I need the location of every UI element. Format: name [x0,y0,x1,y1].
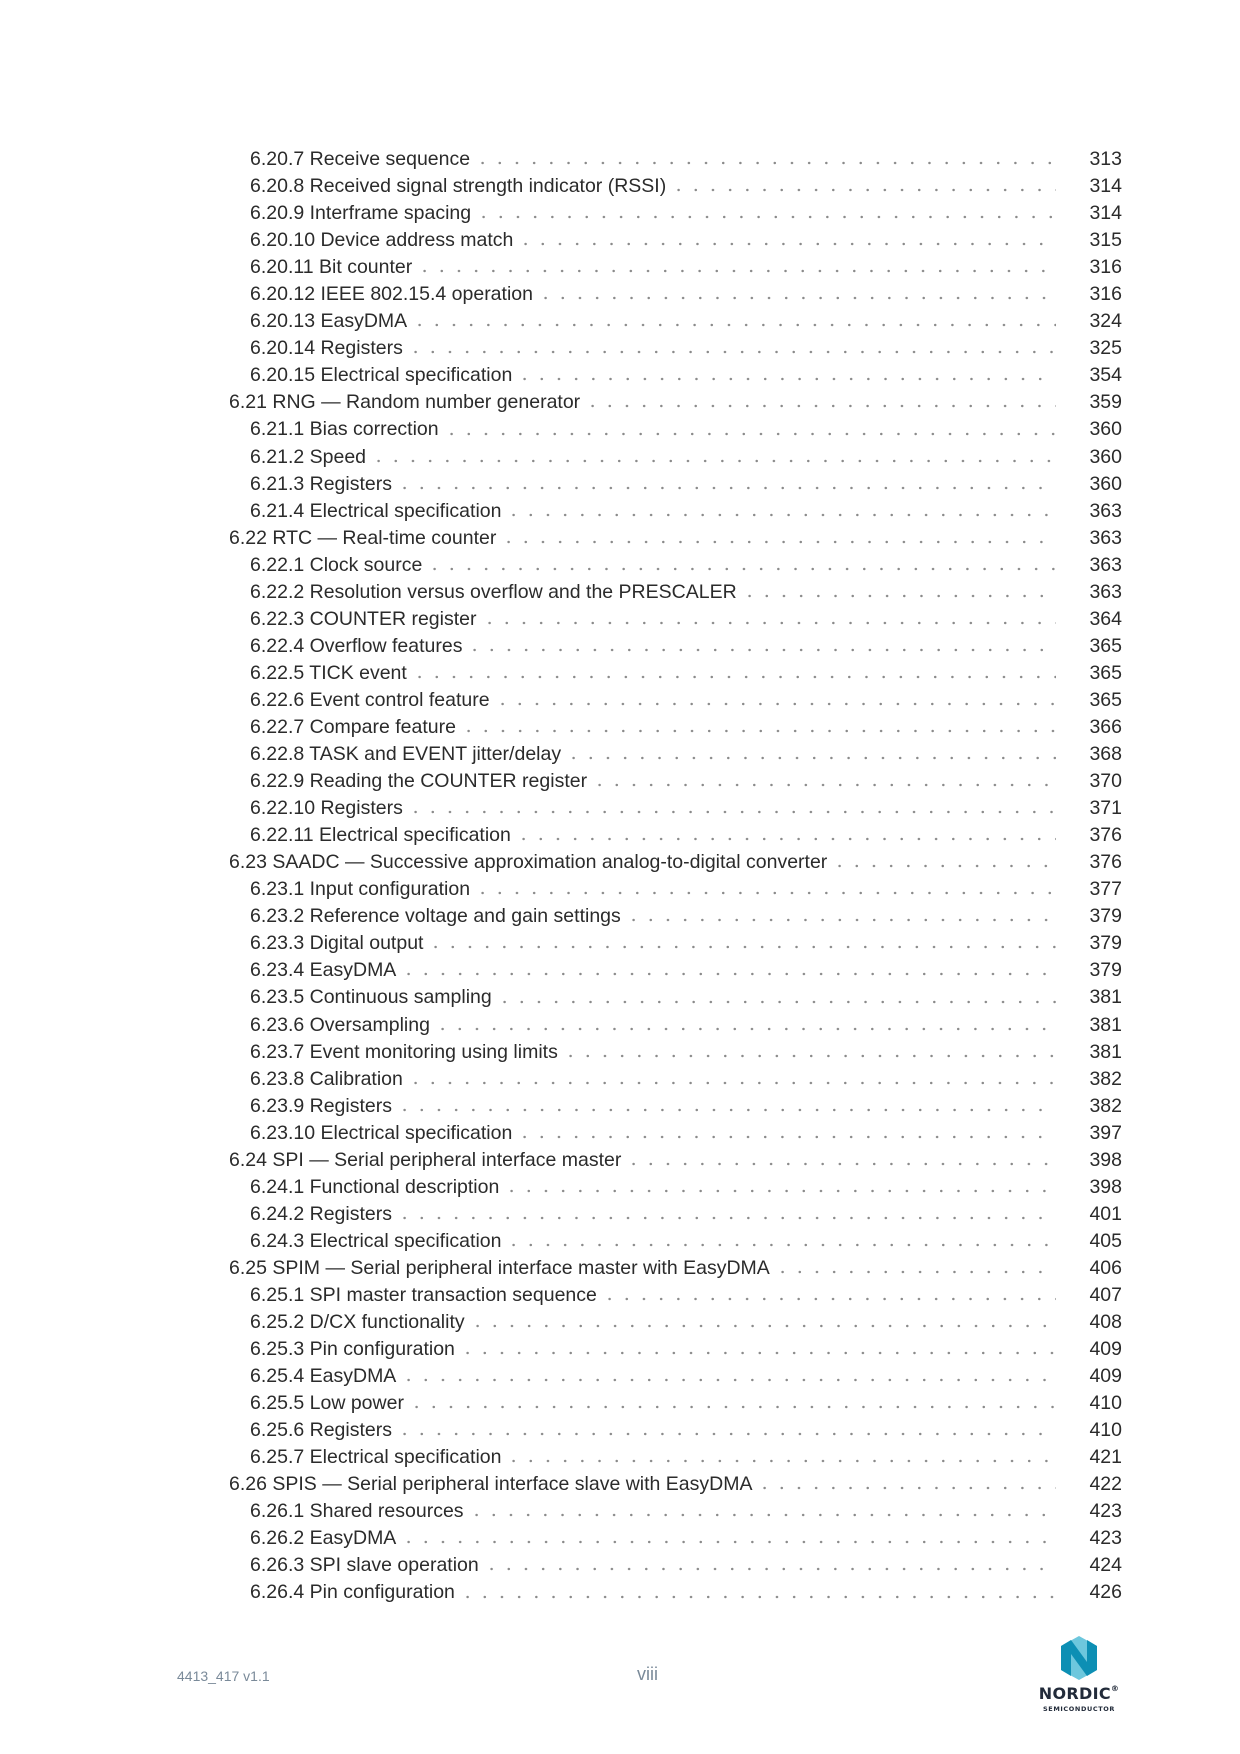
toc-entry[interactable] [0,1309,1240,1336]
toc-entry-title[interactable]: 6.22.11 Electrical specification [250,824,511,847]
toc-dot-leader [625,918,1056,922]
toc-entry-page[interactable]: 316 [1089,256,1122,279]
toc-entry-title[interactable]: 6.26.2 EasyDMA [250,1527,397,1550]
toc-entry-page[interactable]: 368 [1089,743,1122,766]
toc-entry-page[interactable]: 354 [1089,364,1122,387]
toc-entry-title[interactable]: 6.23.3 Digital output [250,932,424,955]
toc-entry-page[interactable]: 376 [1089,824,1122,847]
toc-entry-page[interactable]: 398 [1089,1175,1122,1198]
toc-entry[interactable] [0,849,1240,876]
toc-entry[interactable] [0,389,1240,416]
toc-dot-leader [584,404,1056,408]
toc-entry[interactable] [0,444,1240,471]
toc-dot-leader [396,486,1056,490]
toc-entry[interactable] [0,741,1240,768]
toc-dot-leader [411,323,1056,327]
toc-entry-title[interactable]: 6.23 SAADC — Successive approximation analog-to-digital converter [229,851,828,874]
toc-entry[interactable] [0,687,1240,714]
toc-dot-leader [416,269,1056,273]
toc-dot-leader [496,1000,1056,1004]
toc-entry[interactable] [0,1525,1240,1552]
toc-dot-leader [562,1054,1056,1058]
toc-entry-title[interactable]: 6.22.2 Resolution versus overflow and the PRESCALER [250,580,737,603]
toc-entry-title[interactable]: 6.24.1 Functional description [250,1175,500,1198]
page-number: viii [637,1664,658,1684]
toc-entry-title[interactable]: 6.26.4 Pin configuration [250,1581,455,1604]
toc-entry-title[interactable]: 6.22 RTC — Real-time counter [229,526,497,549]
toc-entry-title[interactable]: 6.22.5 TICK event [250,661,407,684]
toc-entry[interactable] [0,714,1240,741]
toc-dot-leader [427,945,1056,949]
toc-entry-title[interactable]: 6.25.6 Registers [250,1419,392,1442]
toc-entry-title[interactable]: 6.21.2 Speed [250,445,367,468]
toc-entry-title[interactable]: 6.21.4 Electrical specification [250,499,502,522]
toc-entry-page[interactable]: 423 [1089,1527,1122,1550]
toc-entry-page[interactable]: 398 [1089,1148,1122,1171]
toc-entry-page[interactable]: 382 [1089,1094,1122,1117]
toc-entry-title[interactable]: 6.26 SPIS — Serial peripheral interface slave with EasyDMA [229,1473,753,1496]
toc-entry-title[interactable]: 6.22.4 Overflow features [250,634,463,657]
toc-entry-page[interactable]: 325 [1089,337,1122,360]
toc-dot-leader [517,242,1056,246]
toc-dot-leader [400,1540,1056,1544]
toc-entry[interactable] [0,471,1240,498]
toc-dot-leader [426,567,1056,571]
nordic-wordmark [1033,1684,1125,1703]
toc-dot-leader [565,756,1056,760]
toc-entry-title[interactable]: 6.22.9 Reading the COUNTER register [250,770,588,793]
toc-dot-leader [756,1486,1056,1490]
toc-dot-leader [469,1324,1056,1328]
toc-entry-page[interactable]: 365 [1089,661,1122,684]
toc-entry-title[interactable]: 6.20.8 Received signal strength indicator (RSSI) [250,175,667,198]
toc-entry[interactable] [0,876,1240,903]
toc-entry[interactable] [0,768,1240,795]
toc-entry-page[interactable]: 382 [1089,1067,1122,1090]
toc-entry-title[interactable]: 6.23.4 EasyDMA [250,959,397,982]
toc-dot-leader [515,837,1056,841]
toc-entry-title[interactable]: 6.25.7 Electrical specification [250,1446,502,1469]
toc-entry[interactable] [0,1012,1240,1039]
toc-entry-title[interactable]: 6.21.1 Bias correction [250,418,439,441]
toc-dot-leader [407,810,1056,814]
toc-dot-leader [466,648,1056,652]
toc-entry[interactable] [0,1228,1240,1255]
toc-entry-title[interactable]: 6.23.10 Electrical specification [250,1121,513,1144]
toc-dot-leader [459,1351,1056,1355]
toc-entry[interactable] [0,227,1240,254]
toc-entry-page[interactable]: 360 [1089,418,1122,441]
toc-entry-title[interactable]: 6.26.1 Shared resources [250,1500,464,1523]
toc-entry-title[interactable]: 6.20.9 Interframe spacing [250,202,472,225]
toc-entry-page[interactable]: 324 [1089,310,1122,333]
toc-entry-page[interactable]: 363 [1089,580,1122,603]
toc-entry[interactable] [0,200,1240,227]
toc-entry-page[interactable]: 360 [1089,472,1122,495]
toc-dot-leader [625,1162,1056,1166]
toc-entry-title[interactable]: 6.25.3 Pin configuration [250,1338,455,1361]
toc-entry-title[interactable]: 6.23.7 Event monitoring using limits [250,1040,558,1063]
toc-entry[interactable] [0,1201,1240,1228]
toc-entry-page[interactable]: 409 [1089,1338,1122,1361]
toc-entry-title[interactable]: 6.22.10 Registers [250,797,403,820]
toc-entry-title[interactable]: 6.23.8 Calibration [250,1067,403,1090]
document-id: 4413_417 v1.1 [177,1668,270,1684]
toc-dot-leader [407,350,1056,354]
toc-dot-leader [503,1189,1056,1193]
toc-entry-title[interactable]: 6.24.2 Registers [250,1202,392,1225]
toc-entry[interactable] [0,335,1240,362]
toc-entry-page[interactable]: 424 [1089,1554,1122,1577]
toc-dot-leader [601,1297,1056,1301]
toc-dot-leader [408,1405,1056,1409]
toc-entry-page[interactable]: 315 [1089,229,1122,252]
toc-dot-leader [481,621,1057,625]
toc-entry-page[interactable]: 407 [1089,1283,1122,1306]
toc-entry[interactable] [0,254,1240,281]
toc-dot-leader [400,972,1056,976]
toc-entry[interactable] [0,606,1240,633]
toc-dot-leader [468,1513,1056,1517]
toc-entry-title[interactable]: 6.24.3 Electrical specification [250,1229,502,1252]
toc-entry[interactable] [0,525,1240,552]
toc-entry[interactable] [0,822,1240,849]
toc-entry-title[interactable]: 6.23.2 Reference voltage and gain settings [250,905,621,928]
toc-entry[interactable] [0,498,1240,525]
toc-entry-title[interactable]: 6.25.4 EasyDMA [250,1365,397,1388]
toc-entry[interactable] [0,903,1240,930]
toc-entry[interactable] [0,1552,1240,1579]
toc-entry[interactable] [0,795,1240,822]
toc-entry-title[interactable]: 6.20.12 IEEE 802.15.4 operation [250,283,533,306]
toc-entry[interactable] [0,1039,1240,1066]
toc-dot-leader [483,1567,1056,1571]
toc-entry[interactable] [0,579,1240,606]
toc-entry-page[interactable]: 406 [1089,1256,1122,1279]
toc-dot-leader [537,296,1056,300]
toc-entry[interactable] [0,1444,1240,1471]
toc-dot-leader [411,675,1056,679]
toc-entry[interactable] [0,308,1240,335]
table-of-contents [0,146,1240,1607]
toc-entry[interactable] [0,1336,1240,1363]
toc-dot-leader [505,1243,1056,1247]
toc-dot-leader [443,432,1056,436]
toc-dot-leader [494,702,1056,706]
toc-entry-page[interactable]: 410 [1089,1392,1122,1415]
toc-entry[interactable] [0,1093,1240,1120]
toc-dot-leader [505,513,1056,517]
toc-entry-page[interactable]: 426 [1089,1581,1122,1604]
toc-entry-page[interactable]: 365 [1089,634,1122,657]
toc-entry-page[interactable]: 405 [1089,1229,1122,1252]
toc-entry-page[interactable]: 364 [1089,607,1122,630]
toc-entry-title[interactable]: 6.23.9 Registers [250,1094,392,1117]
toc-dot-leader [400,1378,1056,1382]
toc-dot-leader [670,188,1056,192]
toc-entry-title[interactable]: 6.20.7 Receive sequence [250,148,471,170]
toc-entry-page[interactable]: 421 [1089,1446,1122,1469]
toc-entry-title[interactable]: 6.22.3 COUNTER register [250,607,477,630]
toc-entry[interactable] [0,1174,1240,1201]
toc-entry-page[interactable]: 397 [1089,1121,1122,1144]
toc-dot-leader [474,161,1056,165]
toc-dot-leader [774,1270,1056,1274]
toc-entry-title[interactable]: 6.20.14 Registers [250,337,403,360]
toc-entry-page[interactable]: 360 [1089,445,1122,468]
nordic-wordmark-text: NORDIC [1038,1684,1111,1703]
toc-entry[interactable] [0,957,1240,984]
toc-entry-page[interactable]: 379 [1089,959,1122,982]
toc-dot-leader [831,864,1056,868]
toc-entry-title[interactable]: 6.22.1 Clock source [250,553,423,576]
toc-entry-page[interactable]: 377 [1089,878,1122,901]
toc-entry[interactable] [0,1417,1240,1444]
toc-entry[interactable] [0,984,1240,1011]
toc-dot-leader [459,1595,1056,1599]
toc-entry-page[interactable]: 363 [1089,553,1122,576]
toc-entry[interactable] [0,362,1240,389]
toc-entry-page[interactable]: 316 [1089,283,1122,306]
toc-dot-leader [505,1459,1056,1463]
toc-entry-title[interactable]: 6.25.5 Low power [250,1392,404,1415]
nordic-subtitle: SEMICONDUCTOR [1043,1705,1115,1713]
toc-entry[interactable] [0,173,1240,200]
toc-entry-page[interactable]: 401 [1089,1202,1122,1225]
toc-dot-leader [396,1108,1056,1112]
toc-entry-page[interactable]: 363 [1089,526,1122,549]
toc-entry-title[interactable]: 6.22.7 Compare feature [250,715,456,738]
toc-dot-leader [591,783,1056,787]
toc-dot-leader [396,1432,1056,1436]
toc-entry-title[interactable]: 6.25.2 D/CX functionality [250,1311,465,1334]
toc-entry-page[interactable]: 313 [1089,148,1122,170]
toc-entry[interactable] [0,1363,1240,1390]
toc-entry-title[interactable]: 6.23.1 Input configuration [250,878,471,901]
toc-dot-leader [434,1027,1056,1031]
toc-entry-page[interactable]: 376 [1089,851,1122,874]
toc-entry-page[interactable]: 365 [1089,688,1122,711]
toc-entry-title[interactable]: 6.21 RNG — Random number generator [229,391,581,414]
toc-entry-title[interactable]: 6.20.10 Device address match [250,229,514,252]
toc-entry[interactable] [0,1282,1240,1309]
nordic-n-logo-icon [1057,1636,1101,1680]
toc-entry-page[interactable]: 314 [1089,175,1122,198]
toc-entry-page[interactable]: 363 [1089,499,1122,522]
toc-entry[interactable] [0,930,1240,957]
toc-dot-leader [741,594,1056,598]
toc-entry-page[interactable]: 314 [1089,202,1122,225]
toc-dot-leader [500,540,1056,544]
toc-entry-page[interactable]: 409 [1089,1365,1122,1388]
toc-dot-leader [396,1216,1056,1220]
toc-entry-page[interactable]: 408 [1089,1311,1122,1334]
toc-entry[interactable] [0,1390,1240,1417]
toc-entry-title[interactable]: 6.20.11 Bit counter [250,256,413,279]
toc-entry-title[interactable]: 6.20.13 EasyDMA [250,310,408,333]
toc-entry-page[interactable]: 423 [1089,1500,1122,1523]
toc-entry-page[interactable]: 381 [1089,1040,1122,1063]
toc-entry-page[interactable]: 381 [1089,986,1122,1009]
toc-dot-leader [516,1135,1056,1139]
toc-entry-title[interactable]: 6.25 SPIM — Serial peripheral interface master with EasyDMA [229,1256,770,1279]
toc-entry-page[interactable]: 379 [1089,932,1122,955]
toc-dot-leader [407,1081,1056,1085]
toc-entry-title[interactable]: 6.24 SPI — Serial peripheral interface master [229,1148,622,1171]
toc-entry-title[interactable]: 6.23.6 Oversampling [250,1013,430,1036]
toc-entry-title[interactable]: 6.21.3 Registers [250,472,392,495]
toc-entry-page[interactable]: 371 [1089,797,1122,820]
toc-entry-page[interactable]: 422 [1089,1473,1122,1496]
toc-entry[interactable] [0,416,1240,443]
toc-entry-title[interactable]: 6.23.5 Continuous sampling [250,986,492,1009]
toc-entry-title[interactable]: 6.22.6 Event control feature [250,688,490,711]
toc-entry-title[interactable]: 6.26.3 SPI slave operation [250,1554,479,1577]
toc-entry-page[interactable]: 379 [1089,905,1122,928]
toc-entry[interactable] [0,1147,1240,1174]
toc-dot-leader [474,891,1056,895]
toc-entry[interactable] [0,1255,1240,1282]
toc-entry[interactable] [0,1066,1240,1093]
toc-entry[interactable] [0,552,1240,579]
toc-entry-title[interactable]: 6.22.8 TASK and EVENT jitter/delay [250,743,562,766]
toc-entry[interactable] [0,660,1240,687]
toc-entry-page[interactable]: 366 [1089,715,1122,738]
toc-dot-leader [370,459,1056,463]
toc-entry[interactable] [0,1471,1240,1498]
toc-entry[interactable] [0,1579,1240,1606]
toc-entry-page[interactable]: 370 [1089,770,1122,793]
toc-entry-page[interactable]: 381 [1089,1013,1122,1036]
toc-entry[interactable] [0,281,1240,308]
toc-dot-leader [516,377,1056,381]
toc-entry[interactable] [0,1120,1240,1147]
toc-dot-leader [460,729,1056,733]
toc-entry-title[interactable]: 6.20.15 Electrical specification [250,364,513,387]
nordic-logo [1033,1636,1125,1718]
toc-entry-title[interactable]: 6.25.1 SPI master transaction sequence [250,1283,597,1306]
toc-dot-leader [475,215,1056,219]
toc-entry-page[interactable]: 359 [1089,391,1122,414]
toc-entry[interactable] [0,1498,1240,1525]
toc-entry[interactable] [0,146,1240,173]
registered-mark: ® [1110,1684,1120,1693]
toc-entry-page[interactable]: 410 [1089,1419,1122,1442]
toc-entry[interactable] [0,633,1240,660]
